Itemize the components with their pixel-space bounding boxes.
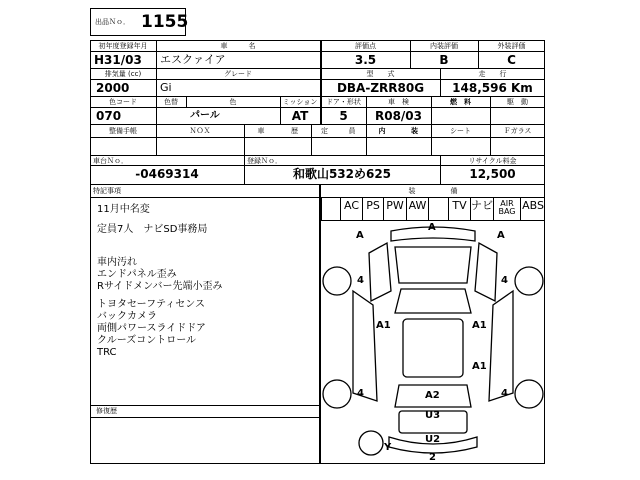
damage-mark-rear-a2: A2: [425, 390, 440, 401]
remark-line: トヨタセーフティセンス: [97, 299, 205, 310]
exterior-grade: C: [507, 53, 516, 67]
remark-line: 両側パワースライドドア: [97, 323, 206, 334]
history-label-a: 車: [257, 127, 265, 135]
remarks-notes-a: [97, 204, 207, 236]
doors-label: ドア・形状: [326, 98, 361, 106]
car-damage-diagram: [321, 221, 545, 464]
damage-mark-wheel-rr: 4: [501, 388, 508, 399]
interior-grade: B: [439, 53, 449, 67]
remark-line: Rサイドメンバー先端小歪み: [97, 281, 223, 292]
inspection-label: 車 検: [388, 98, 409, 106]
wheel-fl-circle: [323, 267, 351, 295]
mission-label: ミッション: [282, 98, 318, 106]
chassis-number: -0469314: [135, 167, 199, 181]
equip-navi: ナビ: [471, 197, 494, 221]
car-name: エスクァイア: [160, 53, 226, 66]
wheel-rr-circle: [515, 380, 543, 408]
left-fender-outline: [369, 243, 391, 301]
equip-blank-1: [321, 197, 341, 221]
seat-label: シート: [450, 127, 471, 135]
remark-line: 車内汚れ: [97, 257, 137, 268]
displacement-label: 排気量 (cc): [104, 70, 142, 78]
equip-pw: PW: [384, 197, 407, 221]
equip-ac: AC: [341, 197, 363, 221]
equip-tv: TV: [449, 197, 471, 221]
interior-label-a: 内: [378, 127, 386, 135]
chassis-label: 車台Ｎｏ．: [93, 157, 128, 165]
damage-mark-rear-u3: U3: [425, 410, 441, 421]
score-label: 評価点: [355, 42, 376, 50]
grade: Gi: [160, 81, 172, 94]
grade-label: グレード: [224, 70, 252, 78]
model-label: 型 式: [366, 70, 395, 78]
year-label: 初年度登録年月: [98, 42, 148, 50]
history-label-b: 歴: [291, 127, 298, 135]
damage-mark-front-right: A: [497, 230, 505, 241]
damage-mark-side-left: A1: [376, 320, 391, 331]
fuel-label: 燃 料: [450, 98, 471, 106]
damage-mark-wheel-fr: 4: [501, 275, 508, 286]
damage-mark-front-center: A: [428, 222, 436, 233]
wheel-fr-circle: [515, 267, 543, 295]
mileage-label: 走 行: [478, 70, 507, 78]
color-code-label: 色コード: [109, 98, 137, 106]
damage-mark-front-left: A: [356, 230, 364, 241]
remark-line: バックカメラ: [97, 311, 157, 322]
windshield-outline: [395, 289, 471, 313]
remark-line: TRC: [97, 347, 117, 358]
recycle-fee: 12,500: [469, 167, 516, 181]
lot-number-box: [90, 8, 189, 36]
exterior-label: 外装評価: [497, 42, 526, 50]
first-registration: H31/03: [94, 53, 142, 67]
mission: AT: [291, 109, 309, 123]
nox-label: ＮＯＸ: [189, 127, 211, 135]
equip-airbag: AIR BAG: [494, 197, 521, 221]
damage-mark-rear-bumper: 2: [429, 452, 436, 463]
registration-number: 和歌山532め625: [292, 167, 392, 181]
capacity-label-b: 員: [348, 127, 356, 135]
remark-line: [97, 216, 207, 224]
damage-mark-wheel-rl: 4: [357, 388, 364, 399]
car-name-label: 車 名: [220, 42, 256, 50]
color-code: 070: [96, 109, 122, 123]
mileage: 148,596 Km: [452, 81, 533, 95]
color-label: 色: [229, 98, 237, 106]
capacity-label-a: 定: [321, 127, 328, 135]
remark-line: エンドパネル歪み: [97, 269, 177, 280]
damage-mark-rear-u2: U2: [425, 434, 441, 445]
color: パール: [190, 110, 220, 121]
drive-label: 駆 動: [507, 98, 528, 106]
remark-line: 定員7人 ナビSD事務局: [97, 224, 208, 235]
repair-history-label: 修復歴: [96, 407, 117, 415]
equipment-label: 装 備: [408, 187, 458, 195]
doors: 5: [339, 109, 348, 123]
model-code: DBA-ZRR80G: [336, 81, 425, 95]
roof-outline: [403, 319, 463, 377]
lot-number-label: 出品Ｎｏ．: [95, 18, 130, 26]
right-side-panel-outline: [489, 291, 513, 401]
interior-label-b: 装: [411, 127, 418, 135]
lot-number: 1155: [141, 12, 189, 32]
remark-line: クルーズコントロール: [97, 335, 196, 346]
equip-ps: PS: [363, 197, 384, 221]
color-change-label: 色替: [164, 98, 178, 106]
evaluation-score: 3.5: [354, 53, 377, 67]
equip-abs: ABS: [522, 199, 544, 212]
right-fender-outline: [475, 243, 497, 301]
equip-aw: AW: [407, 197, 429, 221]
displacement: 2000: [96, 81, 130, 95]
registration-label: 登録Ｎｏ．: [247, 157, 282, 165]
equip-blank-2: [429, 197, 449, 221]
maintenance-book-label: 整備手帳: [109, 127, 137, 135]
hood-outline: [395, 247, 471, 283]
spare-tire-circle: [359, 431, 383, 455]
remarks-label: 特記事項: [93, 187, 121, 195]
damage-mark-side-rear-right: A1: [472, 361, 487, 372]
remark-line: 11月中名変: [97, 204, 150, 215]
left-side-panel-outline: [353, 291, 377, 401]
remarks-notes-b: [97, 257, 222, 359]
inspection-date: R08/03: [374, 109, 423, 123]
damage-mark-side-right: A1: [472, 320, 487, 331]
damage-mark-spare-y: Y: [384, 442, 392, 453]
wheel-rl-circle: [323, 380, 351, 408]
interior-label: 内装評価: [430, 42, 458, 50]
recycle-label: リサイクル料金: [468, 157, 517, 165]
damage-mark-wheel-fl: 4: [357, 275, 364, 286]
front-glass-label: Ｆガラス: [503, 127, 532, 135]
